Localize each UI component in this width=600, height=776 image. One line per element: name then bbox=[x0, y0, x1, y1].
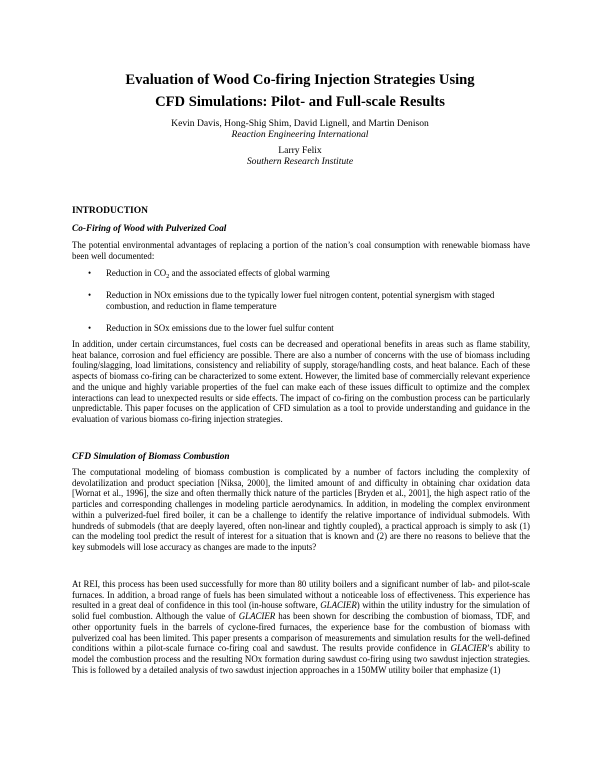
cfd-paragraph-1: The computational modeling of biomass combustion is complicated by a number of factors including the complexity of devolatilization and product speciation [Niksa, 2000], the limited amount of and difficulty in obtaining char oxidation data [Wornat et al., 1996], the size and often thermally thick nature of the particles [Bryden et al., 2001], the high aspect ratio of the particles and corresponding challenges in modeling particle aerodynamics. In addition, in modeling the complex environment within a pulverized-fuel fired boiler, it can be a challenge to identify the relative importance of individual submodels. With hundreds of submodels (that are deeply layered, often non-linear and tightly coupled), a practical approach is simply to ask (1) can the modeling tool predict the result of interest for a situation that is known and (2) are there no reasons to believe that the key submodels will lose accuracy as changes are made to the inputs? bbox=[72, 467, 530, 552]
subsection-heading-cfd: CFD Simulation of Biomass Combustion bbox=[72, 452, 230, 462]
intro-paragraph-2: In addition, under certain circumstances, fuel costs can be decreased and operational benefits in areas such as flame stability, heat balance, corrosion and fuel efficiency are possible. There are also a number of concerns with the use of biomass including fouling/slagging, load limitations, consistency and reliability of supply, storage/handling costs, and heat balance. Each of these aspects of biomass co-firing can be characterized to some extent. However, the limited base of commercially relevant experience and the unique and highly variable properties of the fuel can make each of these issues difficult to optimize and the complex interactions can lead to unexpected results or side effects. The impact of co-firing on the combustion process can be particularly unpredictable. This paper focuses on the application of CFD simulation as a tool to provide understanding and guidance in the evaluation of various biomass co-firing injection strategies. bbox=[72, 339, 530, 424]
bullet-dot-icon: • bbox=[88, 268, 92, 278]
paper-page: Evaluation of Wood Co-firing Injection Strategies Using CFD Simulations: Pilot- and Full-scale Results Kevin Davis, Hong-Shig Shim, David Lignell, and Martin Denison Reaction Engineering International Larry Felix Southern Research Institute INTRODUCTION Co-Firing of Wood with Pulverized Coal The potential environmental advantages of replacing a portion of the nation’s coal consumption with renewable biomass have been well documented: • Reduction in $CO_2$ and the associated effects of global warming • Reduction in NOx emissions due to the typically lower fuel nitrogen content, potential synergism with staged combustion, and reduction in flame temperature • Reduction in SOx emissions due to the lower fuel sulfur content In addition, under certain circumstances, fuel costs can be decreased and operational benefits in areas such as flame stability, heat balance, corrosion and fuel efficiency are possible. There are also a number of concerns with the use of biomass including fouling/slagging, load limitations, consistency and reliability of supply, storage/handling costs, and heat balance. Each of these aspects of biomass co-firing can be characterized to some extent. However, the limited base of commercially relevant experience and the unique and highly variable properties of the fuel can make each of these issues difficult to optimize and the complex interactions can lead to unexpected results or side effects. The impact of co-firing on the combustion process can be particularly unpredictable. This paper focuses on the application of CFD simulation as a tool to provide understanding and guidance in the evaluation of various biomass co-firing injection strategies. CFD Simulation of Biomass Combustion The computational modeling of biomass combustion is complicated by a number of factors including the complexity of devolatilization and product speciation [Niksa, 2000], the limited amount of and difficulty in obtaining char oxidation data [Wornat et al., 1996], the size and often thermally thick nature of the particles [Bryden et al., 2001], the high aspect ratio of the particles and corresponding challenges in modeling particle aerodynamics. In addition, in modeling the complex environment within a pulverized-fuel fired boiler, it can be a challenge to identify the relative importance of individual submodels. With hundreds of submodels (that are deeply layered, often non-linear and tightly coupled), a practical approach is simply to ask (1) can the modeling tool predict the result of interest for a situation that is known and (2) are there no reasons to believe that the key submodels will lose accuracy as changes are made to the inputs? At REI, this process has been used successfully for more than 80 utility boilers and a significant number of lab- and pilot-scale furnaces. In addition, a broad range of fuels has been simulated without a noticeable loss of effectiveness. This experience has resulted in a great deal of confidence in this tool (in-house software, GLACIER) within the utility industry for the simulation of solid fuel combustion. Although the value of GLACIER has been shown for describing the combustion of biomass, TDF, and other opportunity fuels in the barrels of cyclone-fired furnaces, the experience base for the combustion of biomass with pulverized coal has been limited. This paper presents a comparison of measurements and simulation results for the well-defined conditions within a pilot-scale furnace co-firing coal and sawdust. The results provide confidence in GLACIER’s ability to model the combustion process and the resulting NOx formation during sawdust co-firing using two sawdust injection strategies. This is followed by a detailed analysis of two sawdust injection approaches in a 150MW utility boiler that emphasize (1) bbox=[0, 0, 600, 776]
bullet-dot-icon: • bbox=[88, 323, 92, 333]
section-heading-introduction: INTRODUCTION bbox=[72, 206, 149, 216]
intro-paragraph: The potential environmental advantages of replacing a portion of the nation’s coal consumption with renewable biomass have been well documented: bbox=[72, 240, 530, 261]
paper-title-line-2: CFD Simulations: Pilot- and Full-scale Results bbox=[155, 94, 445, 110]
author-names-secondary: Larry Felix bbox=[278, 145, 322, 156]
author-affiliation-primary: Reaction Engineering International bbox=[231, 129, 369, 140]
paper-title-line-1: Evaluation of Wood Co-firing Injection Strategies Using bbox=[125, 72, 475, 88]
cfd-paragraph-2: At REI, this process has been used successfully for more than 80 utility boilers and a significant number of lab- and pilot-scale furnaces. In addition, a broad range of fuels has been simulated without a noticeable loss of effectiveness. This experience has resulted in a great deal of confidence in this tool (in-house software, GLACIER) within the utility industry for the simulation of solid fuel combustion. Although the value of GLACIER has been shown for describing the combustion of biomass, TDF, and other opportunity fuels in the barrels of cyclone-fired furnaces, the experience base for the combustion of biomass with pulverized coal has been limited. This paper presents a comparison of measurements and simulation results for the well-defined conditions within a pilot-scale furnace co-firing coal and sawdust. The results provide confidence in GLACIER’s ability to model the combustion process and the resulting NOx formation during sawdust co-firing using two sawdust injection strategies. This is followed by a detailed analysis of two sawdust injection approaches in a 150MW utility boiler that emphasize (1) bbox=[72, 579, 530, 675]
author-names-primary: Kevin Davis, Hong-Shig Shim, David Lignell, and Martin Denison bbox=[171, 118, 429, 129]
author-affiliation-secondary: Southern Research Institute bbox=[246, 156, 354, 167]
subsection-heading-cofiring: Co-Firing of Wood with Pulverized Coal bbox=[72, 224, 227, 234]
bullet-dot-icon: • bbox=[88, 290, 92, 300]
